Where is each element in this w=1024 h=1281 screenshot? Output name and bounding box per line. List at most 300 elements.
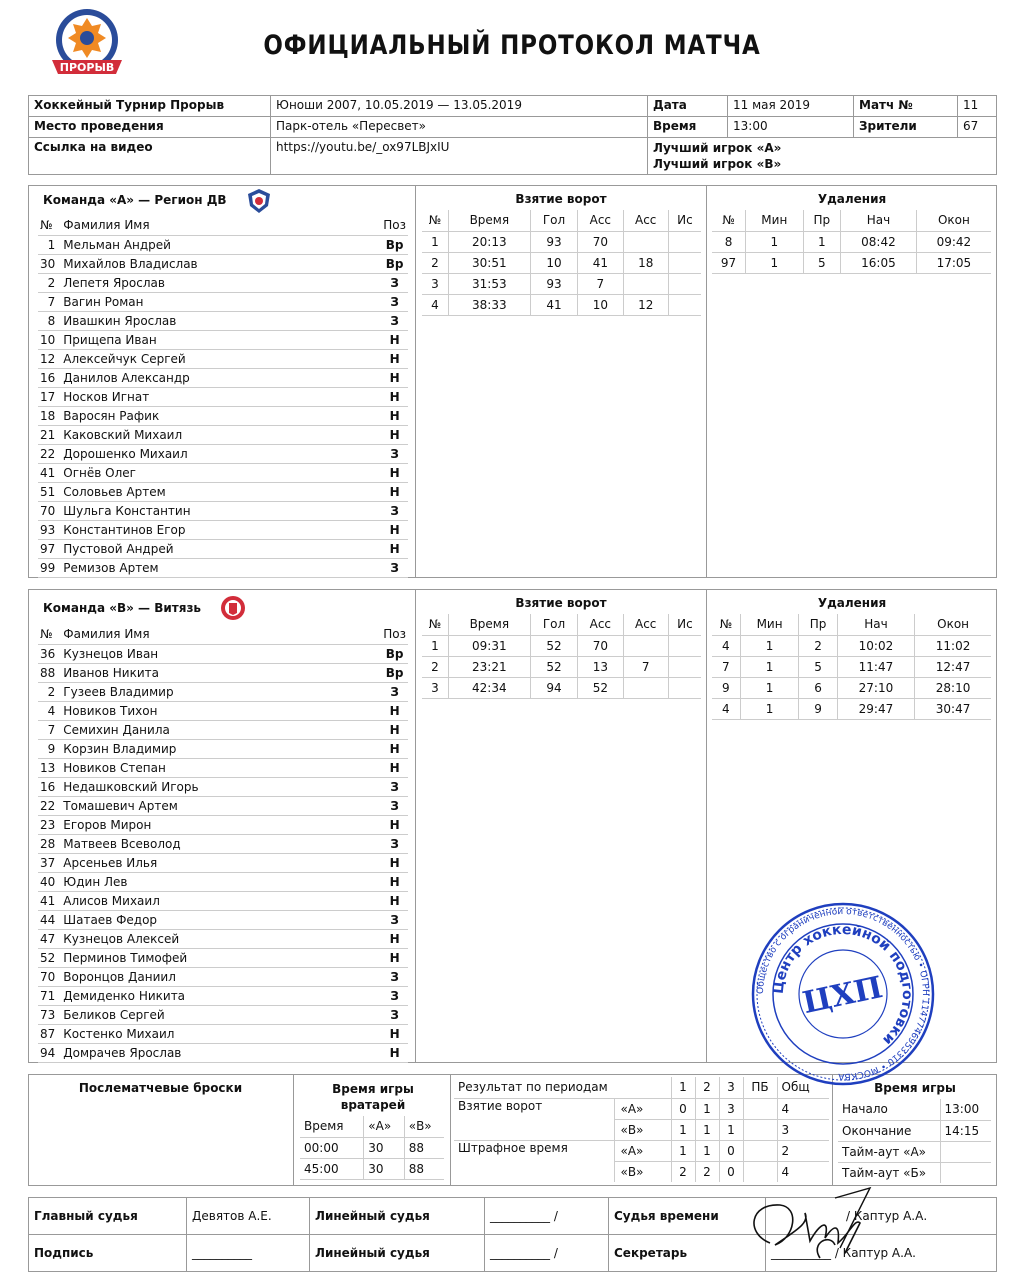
player-row bbox=[38, 444, 408, 463]
roster-name-header: Фамилия Имя bbox=[61, 625, 381, 644]
goalie-b-header: «В» bbox=[404, 1116, 444, 1137]
time-value: 13:00 bbox=[728, 117, 854, 138]
player-name: Егоров Мирон bbox=[61, 815, 381, 834]
goal-cell: 1 bbox=[422, 231, 448, 252]
penalty-cell: 29:47 bbox=[837, 698, 914, 719]
goal-cell: 31:53 bbox=[448, 273, 530, 294]
player-number: 2 bbox=[38, 682, 61, 701]
period-cell: 2 bbox=[695, 1161, 719, 1182]
penalty-cell: 1 bbox=[746, 252, 803, 273]
player-name: Гузеев Владимир bbox=[61, 682, 381, 701]
goal-cell bbox=[668, 656, 701, 677]
period-cell: 3 bbox=[719, 1098, 743, 1119]
player-name: Ремизов Артем bbox=[61, 558, 381, 577]
period-cell: 0 bbox=[719, 1161, 743, 1182]
goal-cell: 52 bbox=[530, 656, 577, 677]
game-end-value: 14:15 bbox=[944, 1123, 980, 1138]
period-cell: 0 bbox=[671, 1098, 695, 1119]
player-position: Н bbox=[381, 853, 408, 872]
goalie-time-header: Время bbox=[300, 1116, 364, 1137]
player-row bbox=[38, 815, 408, 834]
period-header: 3 bbox=[719, 1077, 743, 1098]
player-name: Дорошенко Михаил bbox=[61, 444, 381, 463]
player-number: 70 bbox=[38, 967, 61, 986]
player-position: Н bbox=[381, 872, 408, 891]
player-position: З bbox=[381, 986, 408, 1005]
goal-cell: 3 bbox=[422, 273, 448, 294]
penalty-row bbox=[712, 252, 991, 273]
penalty-cell: 1 bbox=[740, 635, 799, 656]
roster-pos-header: Поз bbox=[381, 625, 408, 644]
penalty-cell: 1 bbox=[746, 231, 803, 252]
player-position: Н bbox=[381, 349, 408, 368]
game-start-label: Начало bbox=[838, 1099, 940, 1120]
period-cell: 1 bbox=[695, 1098, 719, 1119]
player-number: 93 bbox=[38, 520, 61, 539]
player-number: 22 bbox=[38, 796, 61, 815]
player-row bbox=[38, 368, 408, 387]
player-position: Н bbox=[381, 368, 408, 387]
time-label: Время bbox=[648, 117, 728, 138]
penalty-cell: 28:10 bbox=[915, 677, 991, 698]
goals-by-period-label: Взятие ворот bbox=[454, 1098, 614, 1140]
team-b-title: Команда «В» — Витязь bbox=[43, 601, 201, 615]
player-row bbox=[38, 1005, 408, 1024]
goal-cell bbox=[668, 294, 701, 315]
goal-cell: 13 bbox=[578, 656, 623, 677]
goal-cell: 93 bbox=[530, 231, 577, 252]
player-name: Новиков Тихон bbox=[61, 701, 381, 720]
period-header: 1 bbox=[671, 1077, 695, 1098]
tournament-label: Хоккейный Турнир Прорыв bbox=[29, 96, 271, 117]
player-number: 30 bbox=[38, 254, 61, 273]
goals-header: Время bbox=[448, 210, 530, 231]
player-row bbox=[38, 406, 408, 425]
goals-header: № bbox=[422, 614, 448, 635]
spectators-value: 67 bbox=[958, 117, 997, 138]
period-cell bbox=[743, 1140, 777, 1161]
player-position: Н bbox=[381, 739, 408, 758]
player-number: 16 bbox=[38, 777, 61, 796]
player-row bbox=[38, 910, 408, 929]
roster-num-header: № bbox=[38, 625, 61, 644]
player-position: З bbox=[381, 501, 408, 520]
player-name: Перминов Тимофей bbox=[61, 948, 381, 967]
spectators-label: Зрители bbox=[854, 117, 958, 138]
penalty-cell: 11:02 bbox=[915, 635, 991, 656]
player-number: 70 bbox=[38, 501, 61, 520]
head-referee-value: Девятов А.Е. bbox=[187, 1198, 310, 1235]
team-b-penalties-title: Удаления bbox=[817, 596, 887, 610]
period-results-table bbox=[454, 1077, 829, 1182]
penalty-row bbox=[712, 231, 991, 252]
player-number: 94 bbox=[38, 1043, 61, 1062]
goal-cell bbox=[623, 635, 668, 656]
penalty-cell: 30:47 bbox=[915, 698, 991, 719]
date-label: Дата bbox=[648, 96, 728, 117]
penalty-row bbox=[712, 677, 991, 698]
roster-name-header: Фамилия Имя bbox=[61, 216, 381, 235]
player-number: 21 bbox=[38, 425, 61, 444]
goals-header: Гол bbox=[530, 614, 577, 635]
linesman-1-value: __________ / bbox=[485, 1198, 609, 1235]
player-name: Костенко Михаил bbox=[61, 1024, 381, 1043]
goals-header: Время bbox=[448, 614, 530, 635]
period-header: Общ bbox=[777, 1077, 829, 1098]
venue-value: Парк-отель «Пересвет» bbox=[271, 117, 648, 138]
player-number: 71 bbox=[38, 986, 61, 1005]
player-row bbox=[38, 720, 408, 739]
period-header: 2 bbox=[695, 1077, 719, 1098]
signature-scribble bbox=[740, 1183, 890, 1268]
player-name: Воронцов Даниил bbox=[61, 967, 381, 986]
goals-header: Гол bbox=[530, 210, 577, 231]
team-a-goals-title: Взятие ворот bbox=[515, 192, 607, 206]
penalty-row bbox=[712, 656, 991, 677]
penalty-cell: 11:47 bbox=[837, 656, 914, 677]
goal-row bbox=[422, 656, 701, 677]
player-number: 13 bbox=[38, 758, 61, 777]
player-row bbox=[38, 292, 408, 311]
team-a-penalties-table bbox=[712, 210, 991, 274]
player-row bbox=[38, 254, 408, 273]
player-name: Юдин Лев bbox=[61, 872, 381, 891]
penalty-cell: 1 bbox=[740, 698, 799, 719]
penalties-header: Пр bbox=[803, 210, 841, 231]
player-row bbox=[38, 1024, 408, 1043]
period-results-title: Результат по периодам bbox=[458, 1080, 608, 1095]
player-position: З bbox=[381, 682, 408, 701]
player-row bbox=[38, 986, 408, 1005]
goalie-a-cell: 30 bbox=[364, 1137, 404, 1158]
goal-cell: 93 bbox=[530, 273, 577, 294]
goals-header: № bbox=[422, 210, 448, 231]
player-row bbox=[38, 311, 408, 330]
player-row bbox=[38, 834, 408, 853]
linesman-2-value: __________ / bbox=[485, 1235, 609, 1272]
player-name: Шульга Константин bbox=[61, 501, 381, 520]
goals-header: Ис bbox=[668, 614, 701, 635]
goalie-b-cell: 88 bbox=[404, 1158, 444, 1179]
game-time-title: Время игры bbox=[874, 1081, 956, 1095]
penalties-header: Мин bbox=[740, 614, 799, 635]
player-number: 73 bbox=[38, 1005, 61, 1024]
player-name: Кузнецов Алексей bbox=[61, 929, 381, 948]
goal-cell: 41 bbox=[530, 294, 577, 315]
penalty-cell: 27:10 bbox=[837, 677, 914, 698]
player-number: 37 bbox=[38, 853, 61, 872]
penalty-cell: 4 bbox=[712, 635, 740, 656]
player-row bbox=[38, 539, 408, 558]
goal-row bbox=[422, 294, 701, 315]
team-a-label: «А» bbox=[620, 1143, 644, 1158]
goal-cell: 2 bbox=[422, 656, 448, 677]
player-name: Михайлов Владислав bbox=[61, 254, 381, 273]
player-position: Н bbox=[381, 815, 408, 834]
player-number: 40 bbox=[38, 872, 61, 891]
timeout-b-value bbox=[940, 1162, 991, 1183]
best-player-a-label: Лучший игрок «А» bbox=[653, 141, 782, 155]
goal-cell bbox=[668, 252, 701, 273]
player-name: Константинов Егор bbox=[61, 520, 381, 539]
period-total: 4 bbox=[777, 1098, 829, 1119]
goal-cell: 38:33 bbox=[448, 294, 530, 315]
player-position: З bbox=[381, 967, 408, 986]
player-number: 1 bbox=[38, 235, 61, 254]
period-total: 4 bbox=[777, 1161, 829, 1182]
goal-cell: 4 bbox=[422, 294, 448, 315]
player-name: Алисов Михаил bbox=[61, 891, 381, 910]
penalty-cell: 4 bbox=[712, 698, 740, 719]
penalty-cell: 10:02 bbox=[837, 635, 914, 656]
team-a-title: Команда «А» — Регион ДВ bbox=[43, 193, 227, 207]
timeout-a-label: Тайм-аут «А» bbox=[838, 1141, 940, 1162]
goal-cell: 52 bbox=[530, 635, 577, 656]
player-name: Ивашкин Ярослав bbox=[61, 311, 381, 330]
penalty-cell: 2 bbox=[799, 635, 837, 656]
goal-cell: 10 bbox=[578, 294, 623, 315]
player-number: 9 bbox=[38, 739, 61, 758]
player-name: Каковский Михаил bbox=[61, 425, 381, 444]
player-row bbox=[38, 349, 408, 368]
player-number: 4 bbox=[38, 701, 61, 720]
player-name: Кузнецов Иван bbox=[61, 644, 381, 663]
goal-cell: 09:31 bbox=[448, 635, 530, 656]
player-position: Вр bbox=[381, 663, 408, 682]
page-title: ОФИЦИАЛЬНЫЙ ПРОТОКОЛ МАТЧА bbox=[263, 30, 761, 61]
player-position: Н bbox=[381, 891, 408, 910]
goal-cell bbox=[623, 677, 668, 698]
period-cell: 1 bbox=[695, 1140, 719, 1161]
player-name: Матвеев Всеволод bbox=[61, 834, 381, 853]
period-cell bbox=[743, 1119, 777, 1140]
penalty-cell: 17:05 bbox=[916, 252, 991, 273]
linesman-label: Линейный судья bbox=[310, 1235, 485, 1272]
player-position: Н bbox=[381, 948, 408, 967]
goal-row bbox=[422, 635, 701, 656]
goal-cell: 18 bbox=[623, 252, 668, 273]
player-name: Носков Игнат bbox=[61, 387, 381, 406]
player-name: Беликов Сергей bbox=[61, 1005, 381, 1024]
player-position: Н bbox=[381, 520, 408, 539]
video-link[interactable]: https://youtu.be/_ox97LBJxIU bbox=[271, 138, 648, 175]
stamp-inner-text: Центр хоккейной подготовки bbox=[770, 921, 916, 1049]
penalty-cell: 9 bbox=[799, 698, 837, 719]
player-position: Н bbox=[381, 539, 408, 558]
goal-cell: 7 bbox=[578, 273, 623, 294]
pim-by-period-label: Штрафное время bbox=[454, 1140, 614, 1182]
player-name: Арсеньев Илья bbox=[61, 853, 381, 872]
signature-label: Подпись bbox=[29, 1235, 187, 1272]
player-position: З bbox=[381, 834, 408, 853]
player-number: 12 bbox=[38, 349, 61, 368]
player-number: 17 bbox=[38, 387, 61, 406]
head-referee-label: Главный судья bbox=[29, 1198, 187, 1235]
goal-cell: 20:13 bbox=[448, 231, 530, 252]
goalie-time-cell: 00:00 bbox=[300, 1137, 364, 1158]
player-row bbox=[38, 644, 408, 663]
period-total: 2 bbox=[777, 1140, 829, 1161]
goalie-time-table bbox=[300, 1116, 444, 1180]
player-row bbox=[38, 929, 408, 948]
team-a-emblem-icon bbox=[246, 188, 272, 214]
player-position: Н bbox=[381, 425, 408, 444]
player-position: З bbox=[381, 273, 408, 292]
player-number: 7 bbox=[38, 292, 61, 311]
goal-cell: 1 bbox=[422, 635, 448, 656]
player-row bbox=[38, 948, 408, 967]
game-start-value: 13:00 bbox=[944, 1102, 980, 1117]
player-number: 52 bbox=[38, 948, 61, 967]
player-row bbox=[38, 520, 408, 539]
penalty-cell: 12:47 bbox=[915, 656, 991, 677]
team-b-emblem-icon bbox=[220, 594, 246, 622]
period-total: 3 bbox=[777, 1119, 829, 1140]
period-cell bbox=[743, 1098, 777, 1119]
player-name: Огнёв Олег bbox=[61, 463, 381, 482]
penalty-cell: 5 bbox=[803, 252, 841, 273]
goal-cell bbox=[623, 273, 668, 294]
timeout-b-label: Тайм-аут «Б» bbox=[838, 1162, 940, 1183]
player-name: Корзин Владимир bbox=[61, 739, 381, 758]
goal-row bbox=[422, 252, 701, 273]
player-number: 44 bbox=[38, 910, 61, 929]
player-number: 87 bbox=[38, 1024, 61, 1043]
player-position: Вр bbox=[381, 644, 408, 663]
player-row bbox=[38, 463, 408, 482]
player-position: З bbox=[381, 311, 408, 330]
team-b-goals-title: Взятие ворот bbox=[515, 596, 607, 610]
goal-cell: 23:21 bbox=[448, 656, 530, 677]
player-position: Н bbox=[381, 758, 408, 777]
penalty-cell: 6 bbox=[799, 677, 837, 698]
player-position: З bbox=[381, 777, 408, 796]
player-position: Н bbox=[381, 1024, 408, 1043]
player-name: Варосян Рафик bbox=[61, 406, 381, 425]
team-b-label: «В» bbox=[620, 1122, 644, 1137]
period-header: ПБ bbox=[743, 1077, 777, 1098]
penalties-header: Нач bbox=[837, 614, 914, 635]
team-b-roster bbox=[38, 625, 408, 1063]
player-position: Вр bbox=[381, 254, 408, 273]
goal-cell: 70 bbox=[578, 231, 623, 252]
team-a-roster bbox=[38, 216, 408, 578]
game-end-label: Окончание bbox=[838, 1120, 940, 1141]
period-cell: 0 bbox=[719, 1140, 743, 1161]
period-cell bbox=[743, 1161, 777, 1182]
player-row bbox=[38, 891, 408, 910]
penalty-cell: 8 bbox=[712, 231, 746, 252]
goal-cell: 7 bbox=[623, 656, 668, 677]
player-name: Соловьев Артем bbox=[61, 482, 381, 501]
penalty-cell: 09:42 bbox=[916, 231, 991, 252]
team-a-goals-table bbox=[422, 210, 701, 316]
player-name: Недашковский Игорь bbox=[61, 777, 381, 796]
period-cell: 1 bbox=[719, 1119, 743, 1140]
player-name: Алексейчук Сергей bbox=[61, 349, 381, 368]
goal-cell: 10 bbox=[530, 252, 577, 273]
player-number: 41 bbox=[38, 891, 61, 910]
match-number-label: Матч № bbox=[854, 96, 958, 117]
player-name: Лепетя Ярослав bbox=[61, 273, 381, 292]
player-row bbox=[38, 330, 408, 349]
team-b-penalties-table bbox=[712, 614, 991, 720]
player-row bbox=[38, 425, 408, 444]
player-position: З bbox=[381, 292, 408, 311]
goal-cell: 70 bbox=[578, 635, 623, 656]
penalty-row bbox=[712, 635, 991, 656]
player-position: З bbox=[381, 1005, 408, 1024]
player-row bbox=[38, 235, 408, 254]
penalties-header: Мин bbox=[746, 210, 803, 231]
player-position: З bbox=[381, 910, 408, 929]
player-name: Томашевич Артем bbox=[61, 796, 381, 815]
player-name: Шатаев Федор bbox=[61, 910, 381, 929]
player-number: 36 bbox=[38, 644, 61, 663]
player-name: Семихин Данила bbox=[61, 720, 381, 739]
team-a-label: «А» bbox=[620, 1101, 644, 1116]
player-row bbox=[38, 482, 408, 501]
goalie-time-title: Время игры вратарей bbox=[332, 1082, 414, 1112]
penalties-header: Окон bbox=[915, 614, 991, 635]
goalie-time-cell: 45:00 bbox=[300, 1158, 364, 1179]
date-value: 11 мая 2019 bbox=[728, 96, 854, 117]
player-name: Данилов Александр bbox=[61, 368, 381, 387]
player-row bbox=[38, 273, 408, 292]
timeout-a-value bbox=[940, 1141, 991, 1162]
logo-text: ПРОРЫВ bbox=[59, 61, 115, 74]
goals-header: Ис bbox=[668, 210, 701, 231]
player-position: З bbox=[381, 796, 408, 815]
official-stamp bbox=[748, 902, 938, 1087]
player-number: 41 bbox=[38, 463, 61, 482]
stamp-outer-text: Общество с ограниченной ответственностью • ОГРН 1147746953310 • МОСКВА bbox=[755, 906, 931, 1082]
penalty-cell: 1 bbox=[803, 231, 841, 252]
period-cell: 1 bbox=[671, 1119, 695, 1140]
player-number: 28 bbox=[38, 834, 61, 853]
best-player-b-label: Лучший игрок «В» bbox=[653, 157, 782, 171]
goal-cell: 41 bbox=[578, 252, 623, 273]
tournament-value: Юноши 2007, 10.05.2019 — 13.05.2019 bbox=[271, 96, 648, 117]
goal-cell: 94 bbox=[530, 677, 577, 698]
player-number: 8 bbox=[38, 311, 61, 330]
goals-header: Асс bbox=[578, 210, 623, 231]
player-number: 51 bbox=[38, 482, 61, 501]
stamp-center-text: ЦХП bbox=[799, 970, 886, 1022]
penalty-row bbox=[712, 698, 991, 719]
goalie-a-header: «А» bbox=[364, 1116, 404, 1137]
goalie-b-cell: 88 bbox=[404, 1137, 444, 1158]
goal-cell: 2 bbox=[422, 252, 448, 273]
goal-row bbox=[422, 231, 701, 252]
goal-cell: 3 bbox=[422, 677, 448, 698]
goals-header: Асс bbox=[623, 210, 668, 231]
player-name: Вагин Роман bbox=[61, 292, 381, 311]
player-row bbox=[38, 758, 408, 777]
player-name: Иванов Никита bbox=[61, 663, 381, 682]
player-name: Домрачев Ярослав bbox=[61, 1043, 381, 1062]
player-number: 23 bbox=[38, 815, 61, 834]
player-number: 18 bbox=[38, 406, 61, 425]
player-row bbox=[38, 967, 408, 986]
match-info-table bbox=[28, 95, 997, 175]
penalty-cell: 7 bbox=[712, 656, 740, 677]
goal-row bbox=[422, 677, 701, 698]
player-name: Пустовой Андрей bbox=[61, 539, 381, 558]
penalty-cell: 1 bbox=[740, 677, 799, 698]
player-position: З bbox=[381, 558, 408, 577]
goal-cell: 42:34 bbox=[448, 677, 530, 698]
